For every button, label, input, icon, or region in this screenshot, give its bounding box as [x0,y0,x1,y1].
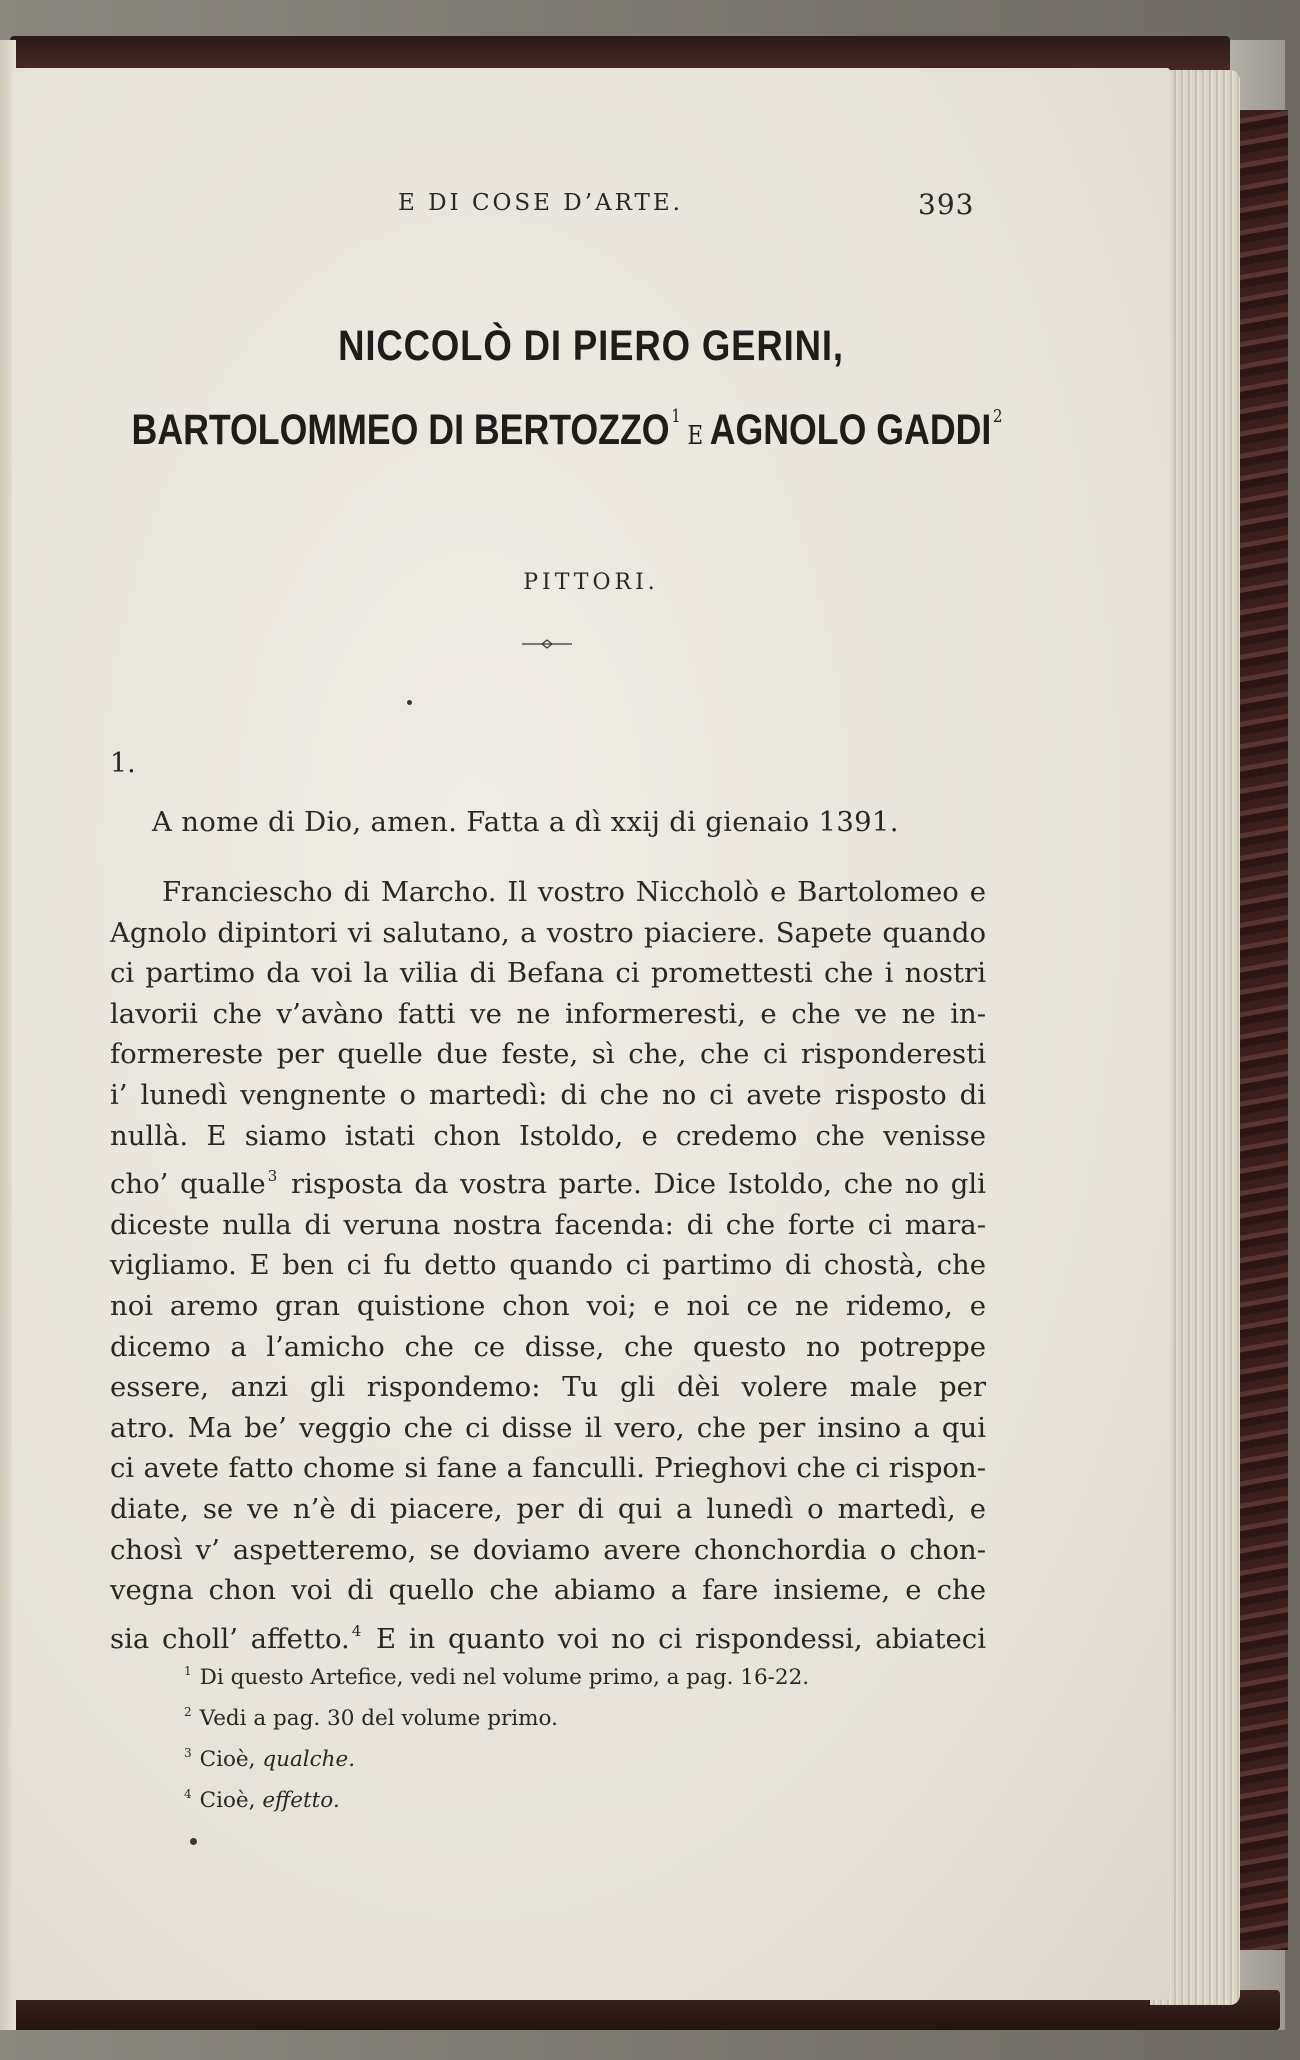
footnote-italic: effetto. [262,1788,340,1813]
page-number: 393 [918,188,975,221]
footnote-mark: 1 [184,1664,192,1678]
text-line: Agnolo dipintori vi salutano, a vostro piaciere. Sapete quando [110,916,986,949]
footnote-text: Di questo Artefice, vedi nel volume primo, a pag. 16-22. [199,1665,810,1690]
text-fragment: risposta da vostra parte. Dice Istoldo, che no gli [290,1168,986,1201]
text-line [110,1611,986,1660]
text-line: diceste nulla di veruna nostra facenda: di che forte ci mara- [110,1208,986,1241]
text-line: nullà. E siamo istati chon Istoldo, e credemo che venisse [110,1119,986,1152]
title-conjunction: E [687,421,704,451]
text-line: Franciescho di Marcho. Il vostro Niccholò e Bartolomeo e [162,876,986,908]
title-line-2 [86,406,1047,455]
letter-heading: A nome di Dio, amen. Fatta a dì xxij di gienaio 1391. [152,806,899,838]
title-name-gaddi: AGNOLO GADDI [709,406,992,454]
footnote-text: Cioè, [199,1788,256,1813]
footnote-mark: 3 [184,1746,192,1760]
text-line: formereste per quelle due feste, sì che, che ci risponderesti [110,1038,986,1071]
footnote-ref-1: 1 [671,406,681,427]
text-line [110,1156,986,1205]
text-line: chosì v’ aspetteremo, se doviamo avere chonchordia o chon- [110,1533,986,1566]
text-fragment: sia choll’ affetto. [110,1622,350,1655]
subtitle: PITTORI. [523,570,659,595]
text-fragment: cho’ qualle [110,1168,266,1201]
footnote-3 [184,1736,809,1777]
cover-board-right [1238,110,1288,1950]
text-line: ci partimo da voi la vilia di Befana ci promettesti che i nostri [110,957,986,990]
footnote-mark: 2 [184,1705,192,1719]
text-line: dicemo a l’amicho che ce disse, che questo no potreppe [110,1330,986,1363]
text-line: vegna chon voi di quello che abiamo a fare insieme, e che [110,1574,986,1607]
text-line: atro. Ma be’ veggio che ci disse il vero, che per insino a qui [110,1411,986,1444]
text-line: ci avete fatto chome si fane a fanculli. Prieghovi che ci rispon- [110,1452,986,1485]
footnote-1 [184,1654,809,1695]
footnote-2 [184,1695,809,1736]
footnote-ref-3: 3 [267,1167,278,1186]
running-head: E DI COSE D’ARTE. [398,190,683,216]
letter-body [110,872,986,1659]
text-line: vigliamo. E ben ci fu detto quando ci partimo di chostà, che [110,1249,986,1282]
book-page [12,68,1170,2000]
footnote-text: Vedi a pag. 30 del volume primo. [199,1706,558,1731]
footnote-ref-2: 2 [992,406,1003,427]
footnote-mark: 4 [184,1787,192,1801]
text-line: diate, se ve n’è di piacere, per di qui a lunedì o martedì, e [110,1492,986,1525]
text-fragment: E in quanto voi no ci rispondessi, abiateci [376,1622,986,1655]
ornament-divider [522,638,572,650]
footnotes [184,1654,809,1818]
footnote-4 [184,1777,809,1818]
footnote-ref-4: 4 [351,1621,362,1640]
title-name-bertozzo: BARTOLOMMEO DI BERTOZZO [131,406,670,454]
text-line: noi aremo gran quistione chon voi; e noi ce ne ridemo, e [110,1289,986,1322]
ink-speck [190,1838,197,1845]
text-line: i’ lunedì vengnente o martedì: di che no ci avete risposto di [110,1078,986,1111]
footnote-text: Cioè, [199,1747,256,1772]
title-line-1: NICCOLÒ DI PIERO GERINI, [338,322,844,370]
letter-number: 1. [110,748,136,779]
footnote-italic: qualche. [262,1747,356,1772]
text-line: essere, anzi gli rispondemo: Tu gli dèi volere male per [110,1371,986,1404]
ink-speck [407,700,412,705]
text-line: lavorii che v’avàno fatti ve ne informeresti, e che ve ne in- [110,997,986,1030]
